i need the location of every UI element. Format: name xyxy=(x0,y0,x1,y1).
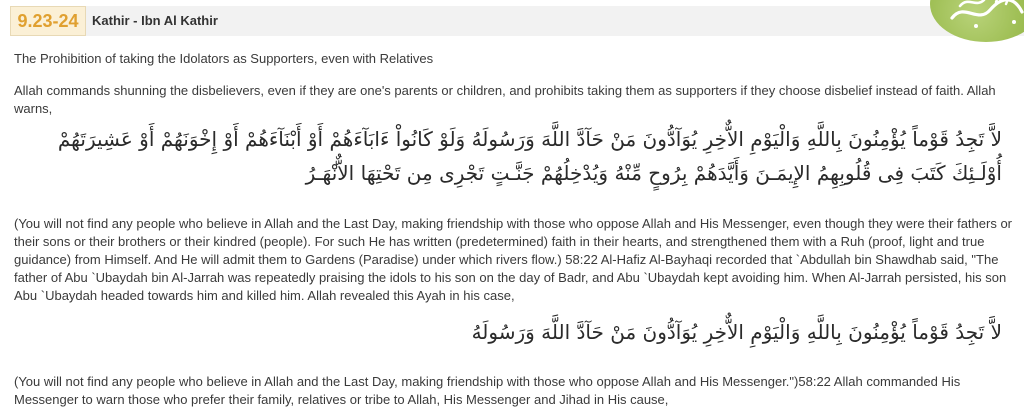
section-subtitle: The Prohibition of taking the Idolators as Supporters, even with Relatives xyxy=(14,51,434,66)
verse-reference-badge[interactable]: 9.23-24 xyxy=(10,6,86,36)
tafsir-header xyxy=(10,6,1024,36)
translation-paragraph-2: (You will not find any people who believe in Allah and the Last Day, making friendship with those who oppose Allah and His Messenger.")58:22 Allah commanded His Messenger to warn those who prefer their family, relatives or tribe to Allah, His Messenger and Jihad in His cause, xyxy=(14,374,961,407)
translation-paragraph-1: (You will not find any people who believe in Allah and the Last Day, making friendship with those who oppose Allah and His Messenger, even though they were their fathers or their sons or their brothers or their kindred (people). For such He has written (predetermined) faith in their hearts, and strengthened them with a Ruh (proof, light and true guidance) from Himself. And He will admit them to Gardens (Paradise) under which rivers flow.) 58:22 Al-Hafiz Al-Bayhaqi recorded that `Abdullah bin Shawdhab said, "The father of Abu `Ubaydah bin Al-Jarrah was repeatedly praising the idols to his son on the day of Badr, and Abu `Ubaydah kept avoiding him. When Al-Jarrah persisted, his son Abu `Ubaydah headed towards him and killed him. Allah revealed this Ayah in his case, xyxy=(14,216,1012,303)
calligraphy-logo-icon[interactable] xyxy=(930,0,1024,42)
arabic-verse-2: لاَّ تَجِدُ قَوْماً يُؤْمِنُونَ بِاللَّهِ وَالْيَوْمِ الاٌّخِرِ يُوَآدُّونَ مَنْ حَآدَّ اللَّهَ وَرَسُولَهُ xyxy=(471,320,1002,344)
tafsir-source-title: Kathir - Ibn Al Kathir xyxy=(92,13,218,28)
intro-paragraph: Allah commands shunning the disbelievers, even if they are one's parents or children, and prohibits taking them as supporters if they choose disbelief instead of faith. Allah warns, xyxy=(14,83,996,116)
arabic-verse-1: لاَّ تَجِدُ قَوْماً يُؤْمِنُونَ بِاللَّهِ وَالْيَوْمِ الاٌّخِرِ يُوَآدُّونَ مَنْ حَآدَّ اللَّهَ وَرَسُولَهُ وَلَوْ كَانُواْ ءَابَآءَهُمْ أَوْ أَبْنَآءَهُمْ أَوْ إِخْوَنَهُمْ أَوْ عَشِيرَتَهُمْ أُوْلَـئِكَ كَتَبَ فِى قُلُوبِهِمُ الإِيمَـنَ وَأَيَّدَهُمْ بِرُوحٍ مِّنْهُ وَيُدْخِلُهُمْ جَنَّـتٍ تَجْرِى مِن تَحْتِهَا الاٌّنْهَـرُ xyxy=(57,127,1002,185)
